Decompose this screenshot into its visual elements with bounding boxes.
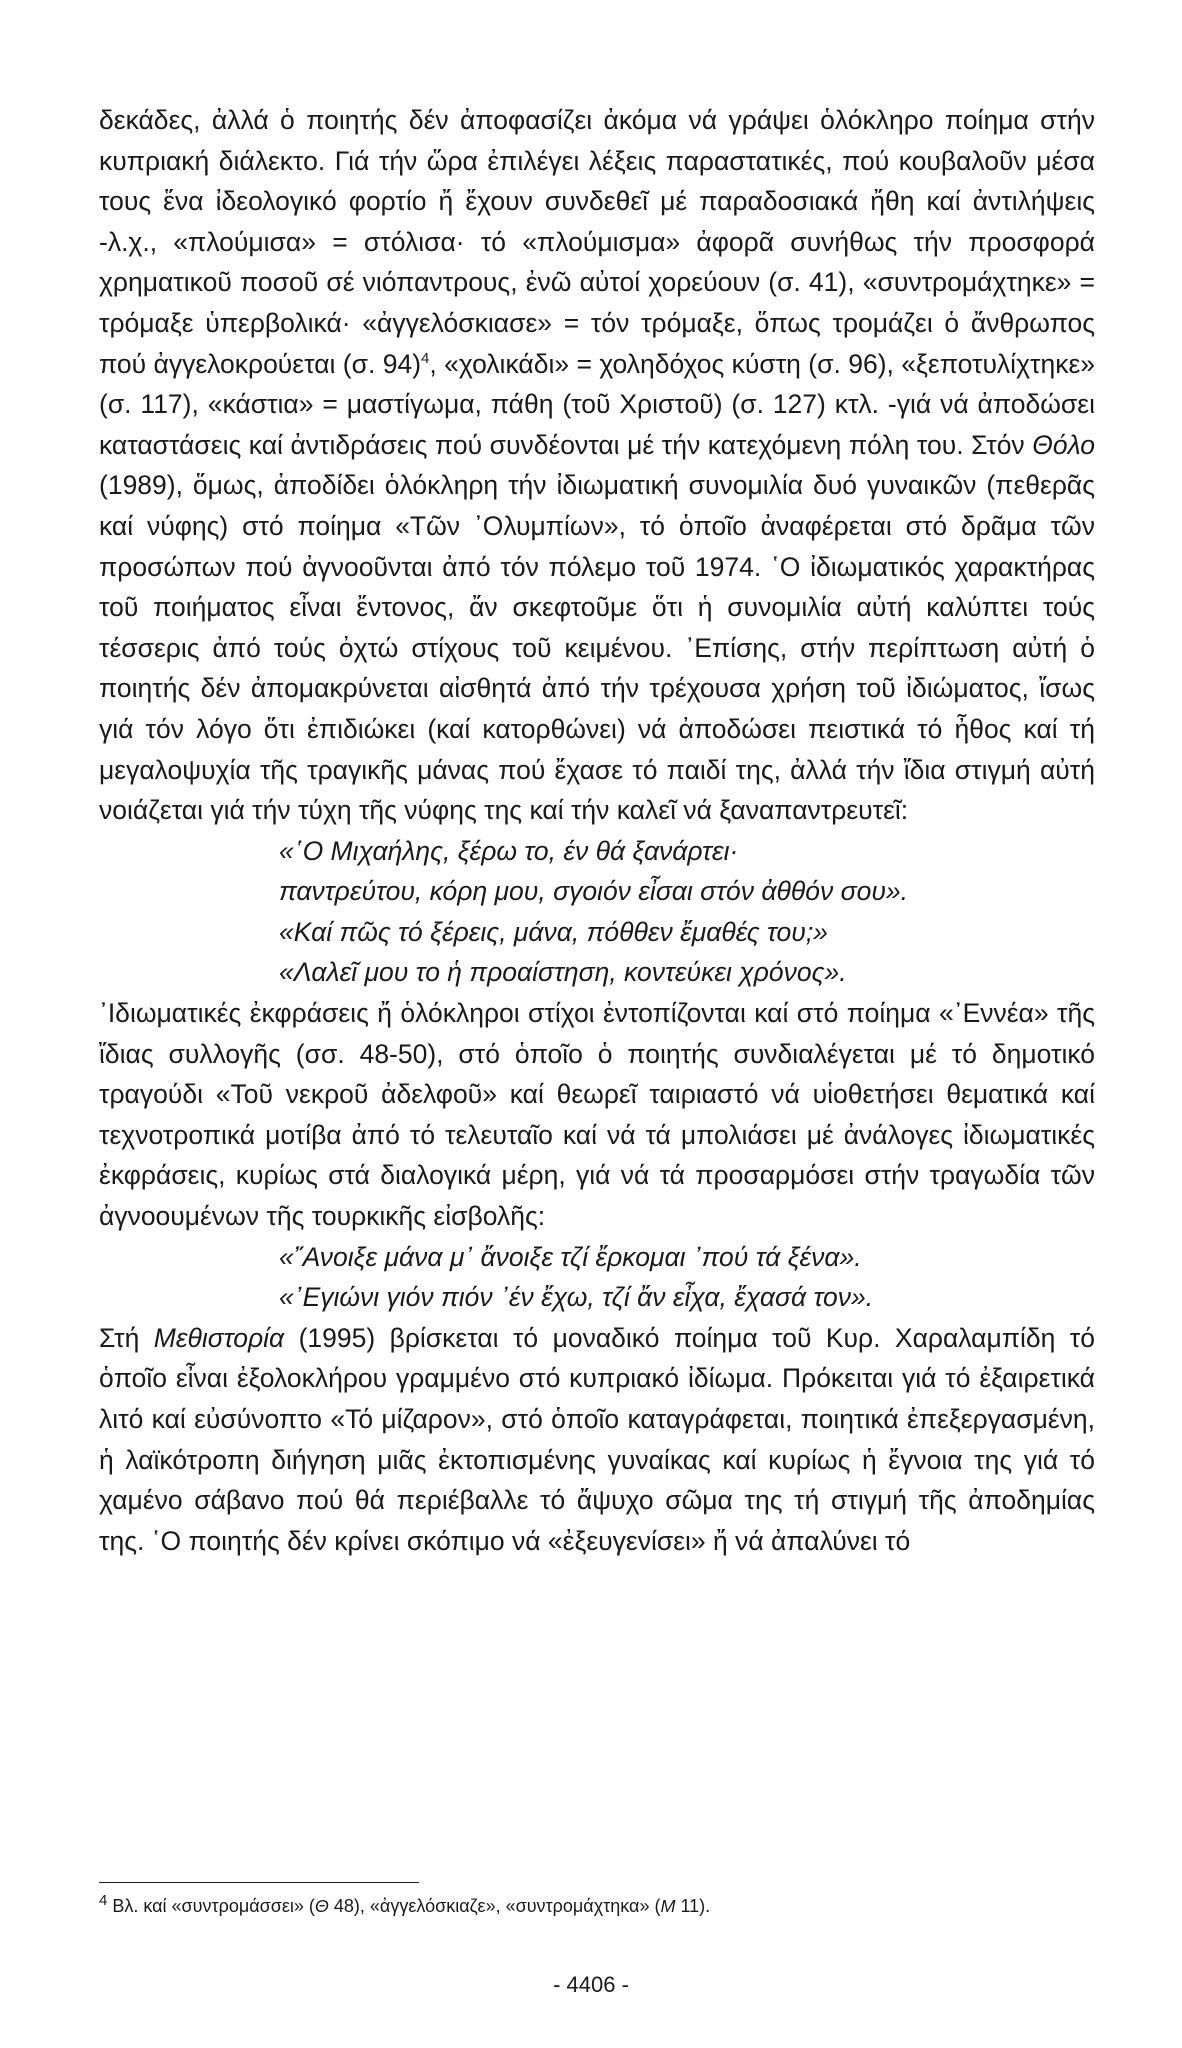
verse-line: «῾Ο Μιχαήλης, ξέρω το, έν θά ξανάρτει· [279, 835, 739, 866]
verse-line: παντρεύτου, κόρη μου, σγοιόν εἶσαι στόν ἀθθόν σου». [279, 876, 909, 907]
book-title: Θόλο [1032, 429, 1095, 460]
text-run: (1995) βρίσκεται τό μοναδικό ποίημα τοῦ Κυρ. Χαραλαμπίδη τό ὁποῖο εἶναι ἐξολοκλήρου γραμμένο στό κυπριακό ἰδίωμα. Πρόκειται γιά τό ἐξαιρετικά λιτό καί εὐσύνοπτο «Τό μίζαρον», στό ὁποῖο καταγράφεται, ποιητικά ἐπεξεργασμένη, ἡ λαϊκότροπη διήγηση μιᾶς ἐκτοπισμένης γυναίκας καί κυρίως ἡ ἔγνοια της γιά τό χαμένο σάβανο πού θά περιέβαλλε τό ἄψυχο σῶμα της τή στιγμή τῆς ἀποδημίας της. ῾Ο ποιητής δέν κρίνει σκόπιμο νά «ἐξευγενίσει» ἤ νά ἀπαλύνει τό [99, 1322, 1096, 1556]
footnote-number: 4 [99, 1892, 108, 1909]
text-run: 48), «ἀγγελόσκιαζε», «συντρομάχτηκα» ( [328, 1896, 661, 1916]
paragraph-2 [99, 993, 1095, 1237]
paragraph-1 [99, 100, 1095, 831]
text-run: Βλ. καί «συντρομάσσει» ( [107, 1896, 315, 1916]
text-run: ᾿Ιδιωματικές ἐκφράσεις ἤ ὁλόκληροι στίχοι ἐντοπίζονται καί στό ποίημα «᾿Εννέα» τῆς ἴδιας συλλογῆς (σσ. 48-50), στό ὁποῖο ὁ ποιητής συνδιαλέγεται μέ τό δημοτικό τραγούδι «Τοῦ νεκροῦ ἀδελφοῦ» καί θεωρεῖ ταιριαστό νά υἱοθετήσει θεματικά καί τεχνοτροπικά μοτίβα ἀπό τό τελευταῖο καί νά τά μπολιάσει μέ ἀνάλογες ἰδιωματικές ἐκφράσεις, κυρίως στά διαλογικά μέρη, γιά νά τά προσαρμόσει στήν τραγωδία τῶν ἀγνοουμένων τῆς τουρκικῆς εἰσβολῆς: [99, 998, 1095, 1232]
paragraph-3 [99, 1318, 1095, 1562]
page-number: - 4406 - [553, 1972, 629, 1997]
text-run: , «χολικάδι» = χοληδόχος κύστη (σ. 96), «ξεποτυλίχτηκε» (σ. 117), «κάστια» = μαστίγωμα, πάθη (τοῦ Χριστοῦ) (σ. 127) κτλ. -γιά νά ἀποδώσει καταστάσεις καί ἀντιδράσεις πού συνδέονται μέ τήν κατεχόμενη πόλη του. Στόν [99, 348, 1095, 460]
text-run: 11). [675, 1896, 711, 1916]
text-run: (1989), ὅμως, ἀποδίδει ὁλόκληρη τήν ἰδιωματική συνομιλία δυό γυναικῶν (πεθερᾶς καί νύφης) στό ποίημα «Τῶν ᾿Ολυμπίων», τό ὁποῖο ἀναφέρεται στό δρᾶμα τῶν προσώπων πού ἀγνοοῦνται ἀπό τόν πόλεμο τοῦ 1974. ῾Ο ἰδιωματικός χαρακτήρας τοῦ ποιήματος εἶναι ἔντονος, ἄν σκεφτοῦμε ὅτι ἡ συνομιλία αὐτή καλύπτει τούς τέσσερις ἀπό τούς ὀχτώ στίχους τοῦ κειμένου. ᾿Επίσης, στήν περίπτωση αὐτή ὁ ποιητής δέν ἀπομακρύνεται αἰσθητά ἀπό τήν τρέχουσα χρήση τοῦ ἰδιώματος, ἴσως γιά τόν λόγο ὅτι ἐπιδιώκει (καί κατορθώνει) νά ἀποδώσει πειστικά τό ἦθος καί τή μεγαλοψυχία τῆς τραγικῆς μάνας πού ἔχασε τό παιδί της, ἀλλά τήν ἴδια στιγμή αὐτή νοιάζεται γιά τήν τύχη τῆς νύφης της καί τήν καλεῖ νά ξαναπαντρευτεῖ: [99, 470, 1095, 826]
main-text [99, 100, 1095, 1561]
abbrev-title: Θ [314, 1896, 329, 1916]
book-title: Μεθιστορία [153, 1322, 285, 1353]
footnote-divider [99, 1882, 419, 1883]
verse-block [99, 831, 1095, 993]
verse-line: «᾿Εγιώνι γιόν πιόν ᾿έν ἔχω, τζί ἄν εἶχα, ἔχασά τον». [279, 1282, 874, 1313]
footnote-ref: 4 [421, 349, 430, 367]
footnote [99, 1894, 1095, 1918]
verse-line: «῎Ανοιξε μάνα μ᾿ ἄνοιξε τζί ἔρκομαι ᾿πού τά ξένα». [279, 1241, 862, 1272]
verse-line: «Λαλεῖ μου το ἡ προαίστηση, κοντεύκει χρόνος». [279, 957, 847, 988]
text-run: Στή [99, 1322, 154, 1353]
abbrev-title: Μ [660, 1896, 676, 1916]
verse-block [99, 1237, 1095, 1318]
verse-line: «Καί πῶς τό ξέρεις, μάνα, πόθθεν ἔμαθές του;» [279, 916, 828, 947]
text-run: δεκάδες, ἀλλά ὁ ποιητής δέν ἀποφασίζει ἀκόμα νά γράψει ὁλόκληρο ποίημα στήν κυπριακή διάλεκτο. Γιά τήν ὥρα ἐπιλέγει λέξεις παραστατικές, πού κουβαλοῦν μέσα τους ἕνα ἰδεολογικό φορτίο ἤ ἔχουν συνδεθεῖ μέ παραδοσιακά ἤθη καί ἀντιλήψεις -λ.χ., «πλούμισα» = στόλισα· τό «πλούμισμα» ἀφορᾶ συνήθως τήν προσφορά χρηματικοῦ ποσοῦ σέ νιόπαντρους, ἐνῶ αὐτοί χορεύουν (σ. 41), «συντρομάχτηκε» = τρόμαξε ὑπερβολικά· «ἀγγελόσκιασε» = τόν τρόμαξε, ὅπως τρομάζει ὁ ἄνθρωπος πού ἀγγελοκρούεται (σ. 94) [99, 105, 1095, 379]
